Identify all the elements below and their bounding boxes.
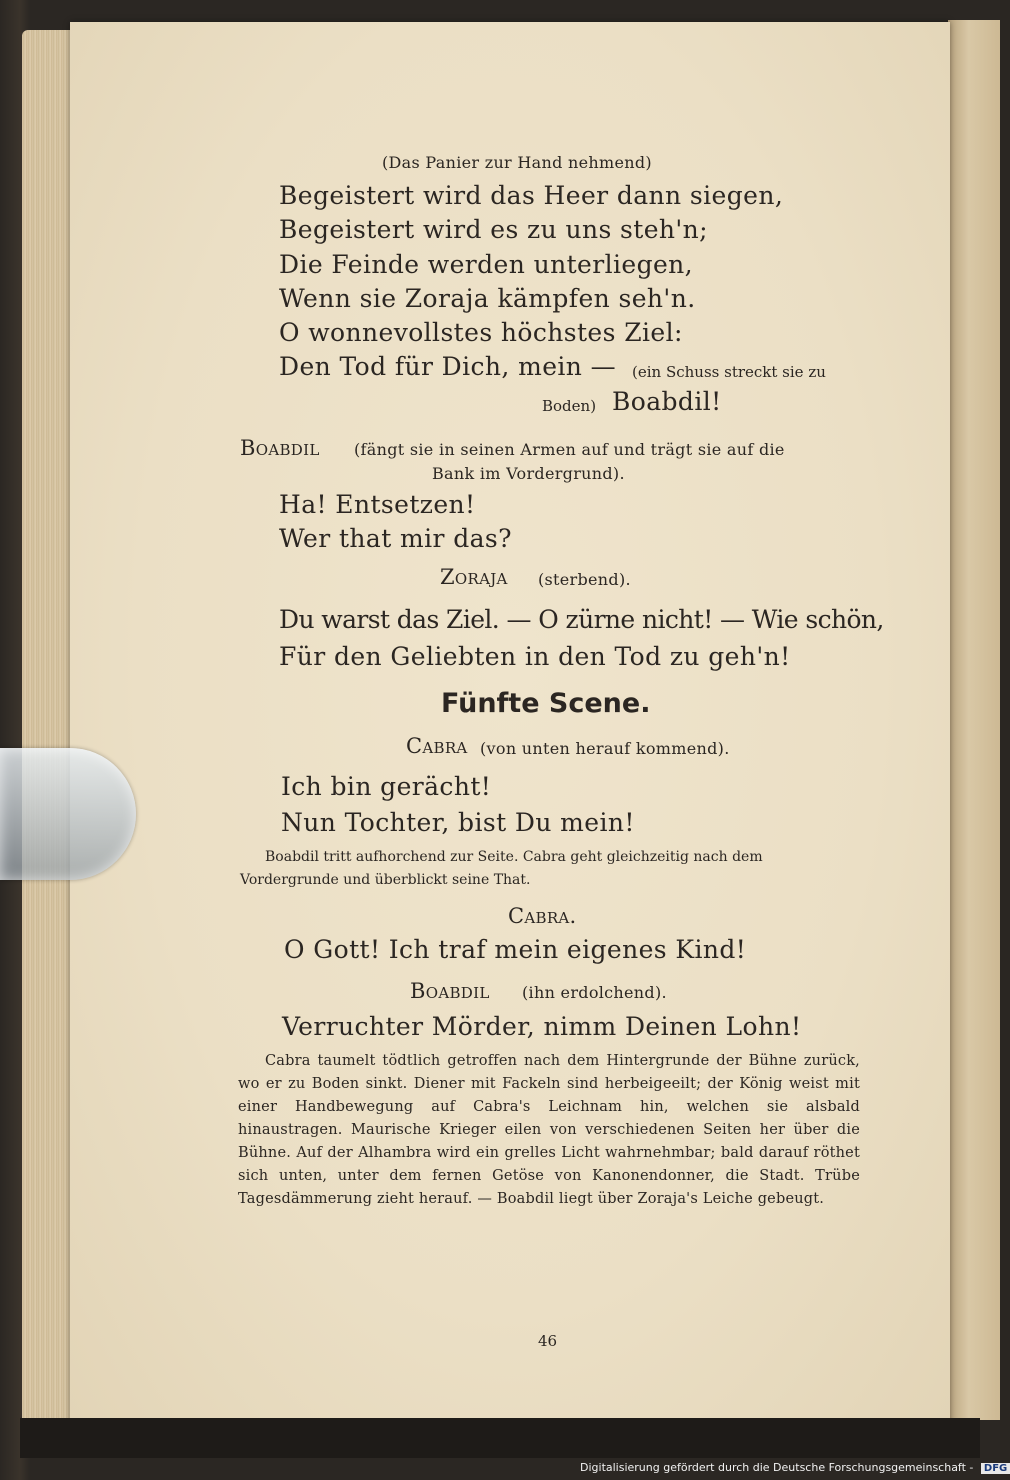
speaker-name-text: Zoraja [440, 565, 508, 589]
facing-page-edge [948, 20, 1000, 1420]
speaker-direction: (sterbend). [538, 570, 631, 589]
page-clip-tab [0, 748, 136, 880]
dfg-logo: DFG [981, 1463, 1010, 1474]
speaker-direction: Bank im Vordergrund). [432, 464, 625, 483]
speaker-name [410, 979, 490, 1003]
stage-direction: Vordergrunde und überblickt seine That. [240, 872, 531, 888]
verse-line: Wer that mir das? [279, 524, 512, 553]
page-number: 46 [538, 1332, 558, 1350]
speaker-name [508, 904, 577, 928]
verse-line: Wenn sie Zoraja kämpfen seh'n. [279, 284, 696, 313]
verse-line: Verruchter Mörder, nimm Deinen Lohn! [282, 1012, 802, 1041]
verse-line: Begeistert wird das Heer dann siegen, [279, 181, 784, 210]
speaker-name-text: Cabra. [508, 904, 577, 928]
speaker-name-text: Boabdil [240, 436, 320, 460]
verse-line: Den Tod für Dich, mein — [279, 352, 617, 381]
speaker-name-text: Cabra [406, 734, 468, 758]
stage-direction: Boabdil tritt aufhorchend zur Seite. Cabra geht gleichzeitig nach dem [265, 849, 763, 865]
speaker-direction: (fängt sie in seinen Armen auf und trägt sie auf die [354, 440, 785, 459]
verse-line: Für den Geliebten in den Tod zu geh'n! [279, 642, 791, 671]
verse-line: Nun Tochter, bist Du mein! [281, 808, 635, 837]
stage-direction-paragraph: Cabra taumelt tödtlich getroffen nach dem Hintergrunde der Bühne zurück, wo er zu Boden sinkt. Diener mit Fackeln sind herbeigeeilt; der König weist mit einer Handbewegung auf Cabra's Leichnam hin, welchen sie alsbald hinaustragen. Maurische Krieger eilen von verschiedenen Seiten her über die Bühne. Auf der Alhambra wird ein grelles Licht wahrnehmbar; bald darauf röthet sich unten, unter dem fernen Getöse von Kanonendonner, die Stadt. Trübe Tagesdämmerung zieht herauf. — Boabdil liegt über Zoraja's Leiche gebeugt. [238, 1053, 860, 1207]
speaker-name-text: Boabdil [410, 979, 490, 1003]
verse-line: Ha! Entsetzen! [279, 490, 476, 519]
stage-direction-inline: (ein Schuss streckt sie zu [632, 363, 826, 381]
speaker-name [440, 565, 508, 589]
verse-line: Ich bin gerächt! [281, 772, 492, 801]
verse-line: Die Feinde werden unterliegen, [279, 250, 694, 279]
verse-line: Begeistert wird es zu uns steh'n; [279, 215, 709, 244]
stage-direction: (Das Panier zur Hand nehmend) [382, 153, 652, 172]
scene-heading: Fünfte Scene. [441, 688, 651, 719]
verse-line: Boabdil! [612, 387, 722, 416]
speaker-name [406, 734, 468, 758]
verse-line: O wonnevollstes höchstes Ziel: [279, 318, 683, 347]
verse-line: O Gott! Ich traf mein eigenes Kind! [284, 935, 747, 964]
footer-text: Digitalisierung gefördert durch die Deutsche Forschungsgemeinschaft - [580, 1461, 974, 1474]
speaker-direction: (von unten herauf kommend). [480, 739, 730, 758]
digitization-footer [580, 1461, 1008, 1477]
speaker-name [240, 436, 320, 460]
speaker-direction: (ihn erdolchend). [522, 983, 667, 1002]
stage-direction-inline: Boden) [542, 397, 597, 415]
verse-line: Du warst das Ziel. — O zürne nicht! — Wie schön, [279, 605, 884, 634]
book-bottom-edge [20, 1418, 980, 1458]
